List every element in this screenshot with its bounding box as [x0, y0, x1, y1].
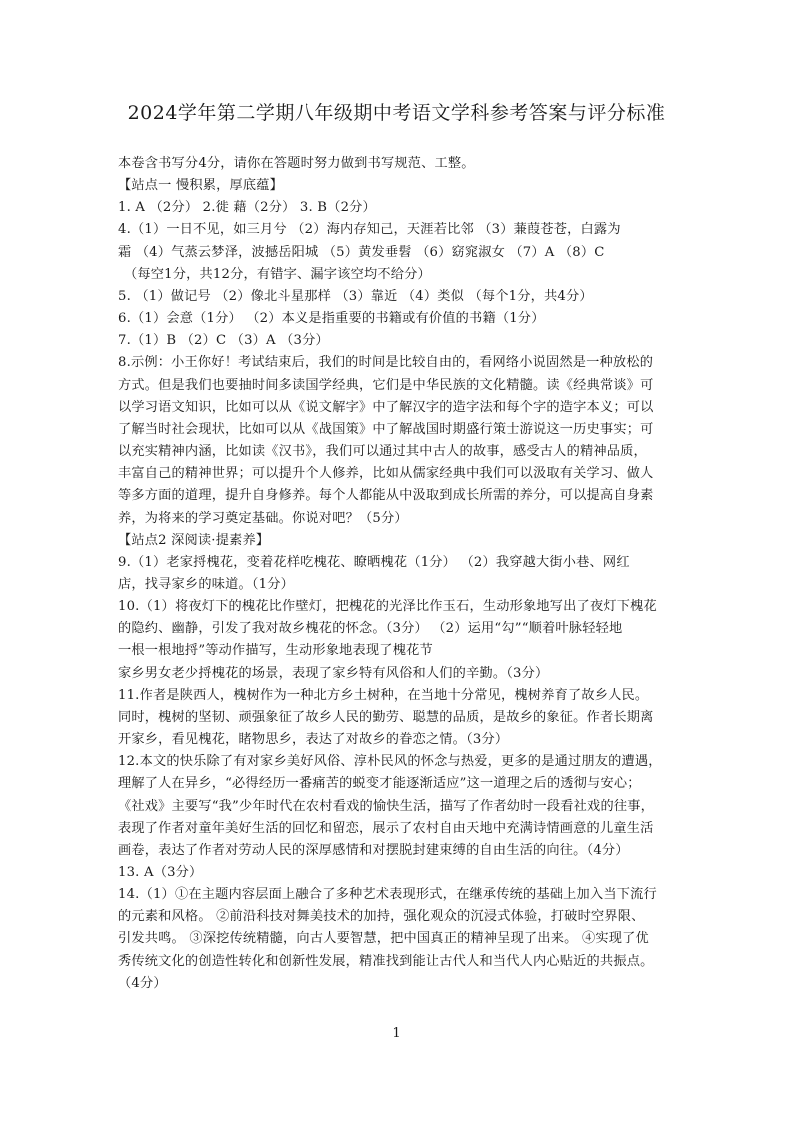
- text-line: 同时，槐树的坚韧、顽强象征了故乡人民的勤劳、聪慧的品质，是故乡的象征。作者长期离: [118, 709, 654, 725]
- text-line: 丰富自己的精神世界；可以提升个人修养，比如从儒家经典中我们可以汲取有关学习、做人: [118, 466, 654, 482]
- text-line: 的元素和风格。 ②前沿科技对舞美技术的加持，强化观众的沉浸式体验，打破时空界限、: [118, 909, 645, 925]
- text-line: 5. （1）做记号 （2）像北斗星那样 （3）靠近 （4）类似 （每个1分，共4分）: [118, 288, 593, 304]
- text-line: 《社戏》主要写“我”少年时代在农村看戏的愉快生活，描写了作者幼时一段看社戏的往事，: [118, 798, 654, 814]
- text-line: 以学习语文知识，比如可以从《说文解字》中了解汉字的造字法和每个字的造字本义；可以: [118, 399, 654, 415]
- text-line: 12.本文的快乐除了有对家乡美好风俗、淳朴民风的怀念与热爱，更多的是通过朋友的遭遇，: [118, 754, 662, 770]
- text-line: 引发共鸣。 ③深挖传统精髓，向古人要智慧，把中国真正的精神呈现了出来。 ④实现了优: [118, 931, 649, 947]
- text-line: （4分）: [118, 975, 167, 991]
- page-title: 2024学年第二学期八年级期中考语文学科参考答案与评分标准: [127, 102, 666, 124]
- text-line: 8.示例：小王你好！考试结束后，我们的时间是比较自由的，看网络小说固然是一种放松的: [118, 355, 654, 371]
- text-line: 10.（1）将夜灯下的槐花比作壁灯，把槐花的光泽比作玉石，生动形象地写出了夜灯下槐花: [118, 599, 657, 615]
- text-line: 一根一根地捋”等动作描写，生动形象地表现了槐花节: [118, 643, 433, 659]
- text-line: 6.（1）会意（1分） （2）本义是指重要的书籍或有价值的书籍（1分）: [118, 311, 545, 327]
- text-line: 7.（1）B （2）C （3）A （3分）: [118, 333, 329, 349]
- page-number: 1: [392, 1026, 401, 1041]
- text-line: 14.（1）①在主题内容层面上融合了多种艺术表现形式，在继承传统的基础上加入当下流行: [118, 887, 657, 903]
- text-line: 方式。但是我们也要抽时间多读国学经典，它们是中华民族的文化精髓。读《经典常谈》可: [118, 377, 654, 393]
- text-line: （每空1分，共12分，有错字、漏字该空均不给分）: [124, 266, 431, 282]
- text-line: 画卷，表达了作者对劳动人民的深厚感情和对摆脱封建束缚的自由生活的向往。（4分）: [118, 842, 629, 858]
- text-line: 4.（1）一日不见，如三月兮 （2）海内存知己，天涯若比邻 （3）蒹葭苍苍，白露为: [118, 222, 621, 238]
- text-line: 秀传统文化的创造性转化和创新性发展，精准找到能让古代人和当代人内心贴近的共振点。: [118, 953, 654, 969]
- section-heading: 【站点一 慢积累，厚底蕴】: [118, 178, 284, 194]
- text-line: 了解当时社会现状，比如可以从《战国策》中了解战国时期盛行策士游说这一历史事实；可: [118, 421, 654, 437]
- text-line: 家乡男女老少捋槐花的场景，表现了家乡特有风俗和人们的辛勤。（3分）: [118, 665, 549, 681]
- text-line: 等多方面的道理，提升自身修养。每个人都能从中汲取到成长所需的养分，可以提高自身素: [118, 488, 654, 504]
- text-line: 店，找寻家乡的味道。（1分）: [118, 576, 295, 592]
- text-line: 养，为将来的学习奠定基础。你说对吧？（5分）: [118, 510, 408, 526]
- text-line: 13. A（3分）: [118, 865, 203, 880]
- text-line: 以充实精神内涵，比如读《汉书》，我们可以通过其中古人的故事，感受古人的精神品质，: [118, 444, 647, 460]
- text-line: 11.作者是陕西人，槐树作为一种北方乡土树种，在当地十分常见，槐树养育了故乡人民。: [118, 687, 649, 703]
- text-line: 1. A （2分） 2.徙 藉（2分） 3. B（2分）: [118, 200, 376, 216]
- document-body: [118, 153, 678, 995]
- text-line: 本卷含书写分4分，请你在答题时努力做到书写规范、工整。: [118, 156, 475, 171]
- text-line: 9.（1）老家捋槐花，变着花样吃槐花、瞭晒槐花（1分） （2）我穿越大街小巷、网红: [118, 554, 630, 570]
- section-heading: 【站点2 深阅读·提素养】: [118, 532, 270, 548]
- text-line: 霜 （4）气蒸云梦泽，波撼岳阳城 （5）黄发垂髫 （6）窈窕淑女 （7）A （8）C: [118, 244, 605, 260]
- text-line: 的隐约、幽静，引发了我对故乡槐花的怀念。（3分） （2）运用“勾”“顺着叶脉轻轻地: [118, 621, 623, 637]
- text-line: 开家乡，看见槐花，睹物思乡，表达了对故乡的眷恋之情。（3分）: [118, 732, 509, 748]
- text-line: 理解了人在异乡，“必得经历一番痛苦的蜕变才能逐渐适应”这一道理之后的透彻与安心；: [118, 776, 641, 792]
- text-line: 表现了作者对童年美好生活的回忆和留恋，展示了农村自由天地中充满诗情画意的儿童生活: [118, 820, 654, 836]
